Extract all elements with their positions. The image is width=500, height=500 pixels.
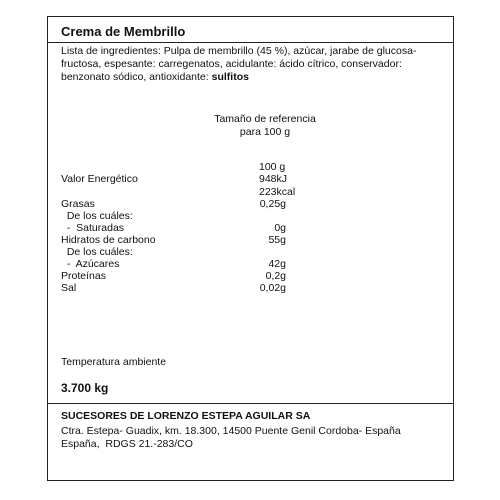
nutrition-label-salt: Sal — [61, 282, 77, 294]
storage-conditions: Temperatura ambiente — [61, 356, 167, 368]
allergen-sulfitos: sulfitos — [211, 71, 249, 83]
manufacturer-address: Ctra. Estepa- Guadix, km. 18.300, 14500 Puente Genil Cordoba- España — [61, 425, 401, 437]
ingredients-list — [61, 45, 446, 84]
reference-size-line2: para 100 g — [239, 126, 291, 138]
nutrition-value-carbohydrates: 55g — [268, 234, 286, 246]
nutrition-label-fat-of-which: De los cuáles: — [61, 210, 133, 222]
nutrition-label-saturated: - Saturadas — [61, 222, 125, 234]
nutrition-value-energy-kcal: 223kcal — [259, 186, 296, 198]
nutrition-label-energy: Valor Energético — [61, 173, 138, 185]
nutrition-value-salt: 0,02g — [259, 282, 286, 294]
nutrition-label-carbs-of-which: De los cuáles: — [61, 246, 133, 258]
nutrition-label-sugars: - Azúcares — [61, 258, 120, 270]
nutrition-label-carbohydrates: Hidratos de carbono — [61, 234, 156, 246]
nutrition-value-sugars: 42g — [268, 258, 286, 270]
manufacturer-registry: España, RDGS 21.-283/CO — [61, 438, 193, 450]
nutrition-value-energy-kj: 948kJ — [259, 173, 288, 185]
manufacturer-name: SUCESORES DE LORENZO ESTEPA AGUILAR SA — [61, 410, 311, 422]
nutrition-value-protein: 0,2g — [265, 270, 286, 282]
nutrition-value-fat: 0,25g — [259, 198, 286, 210]
nutrition-label-protein: Proteínas — [61, 270, 106, 282]
nutrition-value-saturated: 0g — [274, 222, 286, 234]
nutrition-label-fat: Grasas — [61, 198, 95, 210]
per-100g-header: 100 g — [259, 161, 286, 173]
ingredients-text: Lista de ingredientes: Pulpa de membrillo (45 %), azúcar, jarabe de glucosa-fructosa, espesante: carregenatos, acidulante: ácido cítrico, conservador: benzonato sódico, antioxidante: — [61, 45, 417, 83]
reference-size-line1: Tamaño de referencia — [214, 113, 316, 125]
product-title: Crema de Membrillo — [61, 24, 186, 39]
title-divider — [47, 42, 454, 43]
net-weight: 3.700 kg — [61, 381, 109, 395]
weight-divider — [47, 403, 454, 404]
